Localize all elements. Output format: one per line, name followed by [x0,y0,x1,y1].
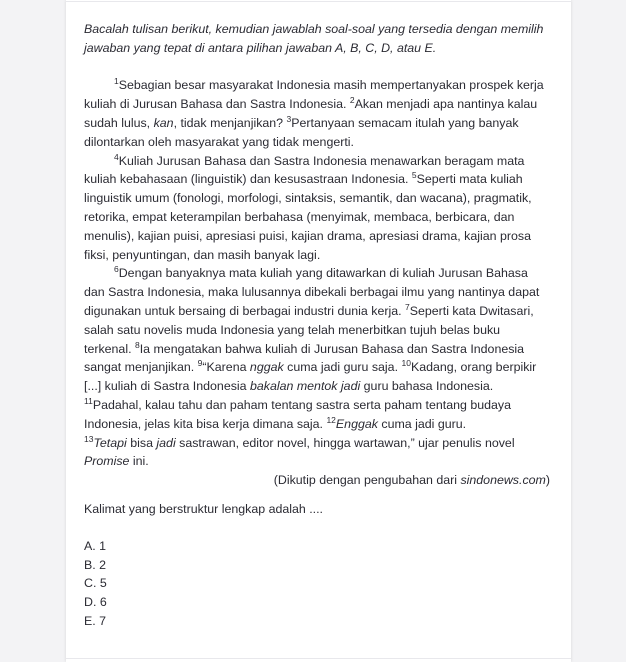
sentence-number: 10 [401,358,411,369]
sentence-text: Sebagian besar masyarakat Indonesia masih mempertanyakan prospek kerja kuliah di Jurusan Bahasa dan Sastra Indonesia. [84,78,544,112]
card-top-divider [66,1,571,2]
sentence-text: Dengan banyaknya mata kuliah yang ditawarkan di kuliah Jurusan Bahasa dan Sastra Indonesia, maka lulusannya dibekali berbagai ilmu yang nantinya dapat digunakan untuk bersaing di berbagai industri dunia kerja. [84,266,540,318]
sentence-text: Kadang, orang berpikir [...] kuliah di Sastra Indonesia [84,360,537,394]
instruction-text: Bacalah tulisan berikut, kemudian jawablah soal-soal yang tersedia dengan memilih jawaban yang tepat di antara pilihan jawaban A, B, C, D, atau E. [84,22,544,55]
question-text: Kalimat yang berstruktur lengkap adalah .... [84,501,323,516]
answer-option-c[interactable] [84,574,550,593]
option-value: 7 [99,613,107,628]
sentence-number: 5 [411,170,417,181]
source-suffix: ) [545,473,550,488]
sentence-number: 13 [84,433,94,444]
sentence-text: Akan menjadi apa nantinya kalau sudah lulus, [84,97,538,130]
question-card [66,0,571,662]
sentence-text: Pertanyaan semacam itulah yang banyak dilontarkan oleh masyarakat yang tidak mengerti. [84,115,519,149]
option-value: 6 [99,595,107,610]
answer-option-d[interactable] [84,593,550,612]
paragraph-3 [84,264,550,433]
sentence-number: 6 [114,264,119,275]
sentence-text: Ia mengatakan bahwa kuliah di Jurusan Bahasa dan Sastra Indonesia sangat menjanjikan. [84,341,525,375]
answer-option-e[interactable] [84,612,550,631]
sentence-number: 7 [405,301,410,312]
sentence-text: sastrawan, editor novel, hingga wartawan,” ujar penulis novel [175,435,515,450]
italic-term: bakalan mentok jadi [250,379,361,394]
option-letter: A. [84,538,96,553]
sentence-number: 4 [114,151,119,162]
italic-term: Enggak [335,416,378,431]
paragraph-3-end [84,434,550,472]
sentence-text: Seperti mata kuliah linguistik umum (fonologi, morfologi, sintaksis, semantik, dan wacana), pragmatik, retorika, empat keterampilan berbahasa (menyimak, membaca, berbicara, dan menulis), kajian puisi, apresiasi puisi, kajian drama, apresiasi drama, kajian prosa fiksi, penyuntingan, dan masih banyak lagi. [84,172,532,262]
sentence-text: bisa [126,435,157,450]
answer-options [84,537,550,631]
option-value: 2 [99,557,107,572]
option-letter: C. [84,576,97,591]
option-value: 5 [99,576,107,591]
card-content [84,20,550,631]
source-site: sindonews.com [460,473,546,488]
sentence-number: 3 [286,113,292,124]
italic-term: Tetapi [93,435,127,450]
sentence-text: “Karena [202,360,250,375]
sentence-text: , tidak menjanjikan? [173,115,287,130]
card-bottom-divider [66,658,571,659]
paragraph-2 [84,152,550,265]
sentence-text: guru bahasa Indonesia. [360,379,494,394]
sentence-text: cuma jadi guru. [377,416,467,431]
sentence-number: 12 [326,414,336,425]
sentence-text: cuma jadi guru saja. [283,360,402,375]
sentence-text: Seperti kata Dwitasari, salah satu novelis muda Indonesia yang telah menerbitkan tujuh belas buku terkenal. [84,303,534,356]
source-citation [84,471,550,490]
sentence-number: 8 [134,339,140,350]
option-letter: B. [84,557,96,572]
italic-term: jadi [156,435,176,450]
italic-term: nggak [249,360,284,375]
paragraph-1 [84,76,550,151]
sentence-number: 1 [114,76,119,87]
italic-term: Promise [84,454,130,469]
sentence-text: Padahal, kalau tahu dan paham tentang sastra serta paham tentang budaya Indonesia, jelas kita bisa kerja dimana saja. [84,397,511,431]
source-prefix: (Dikutip dengan pengubahan dari [273,473,461,488]
answer-option-b[interactable] [84,556,550,575]
sentence-number: 11 [84,395,93,406]
option-letter: E. [84,613,96,628]
italic-term: kan [153,115,174,130]
option-value: 1 [99,538,107,553]
option-letter: D. [84,595,97,610]
sentence-number: 9 [197,358,203,369]
sentence-number: 2 [349,95,355,106]
answer-option-a[interactable] [84,537,550,556]
sentence-text: ini. [129,454,149,469]
sentence-text: Kuliah Jurusan Bahasa dan Sastra Indonesia menawarkan beragam mata kuliah kebahasaan (linguistik) dan kesusastraan Indonesia. [84,153,525,187]
